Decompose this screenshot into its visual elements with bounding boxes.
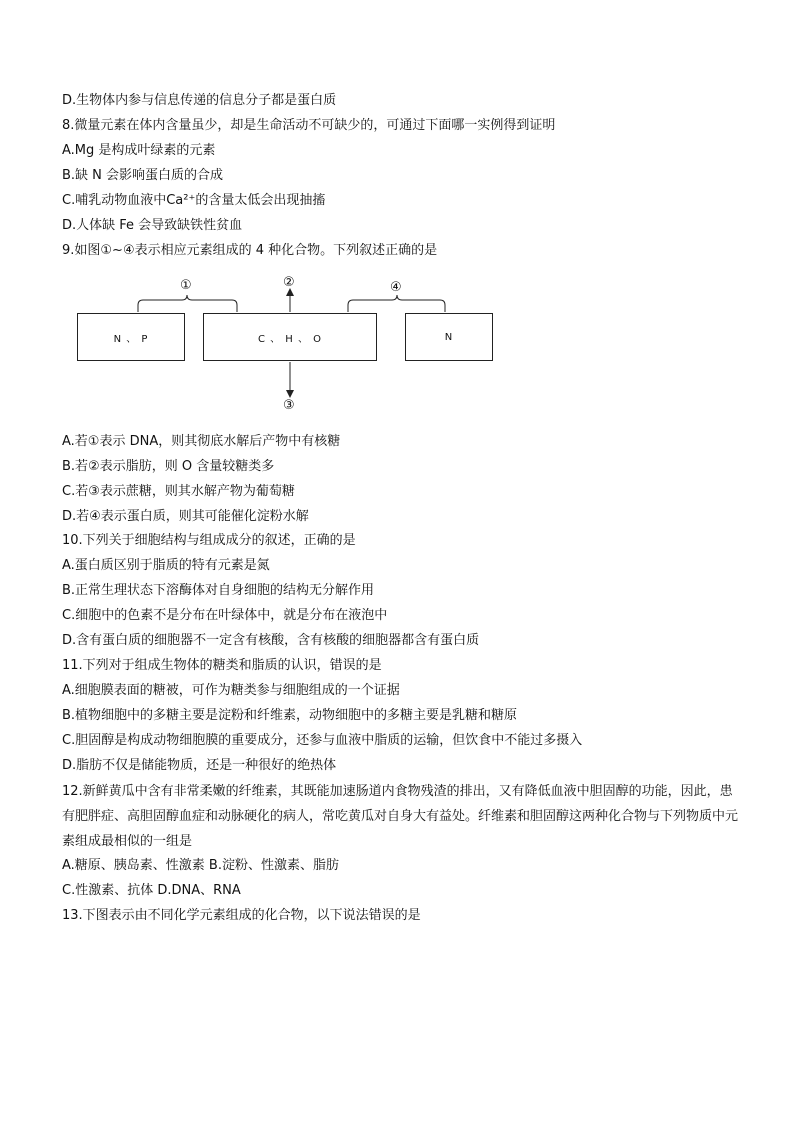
q8-stem: 8.微量元素在体内含量虽少，却是生命活动不可缺少的，可通过下面哪一实例得到证明 [62,118,556,133]
q8-option-a: A.Mg 是构成叶绿素的元素 [62,143,216,158]
q11-option-d: D.脂肪不仅是储能物质，还是一种很好的绝热体 [62,758,337,773]
q12-options-cd: C.性激素、抗体 D.DNA、RNA [62,883,241,898]
q8-option-d: D.人体缺 Fe 会导致缺铁性贫血 [62,218,243,233]
q12-stem: 12.新鲜黄瓜中含有非常柔嫩的纤维素，其既能加速肠道内食物残渣的排出，又有降低血液中胆固醇的功能，因此，患有肥胖症、高胆固醇血症和动脉硬化的病人，常吃黄瓜对自身大有益处。纤维素和胆固醇这两种化合物与下列物质中元素组成最相似的一组是 [62,784,739,849]
q11-stem: 11.下列对于组成生物体的糖类和脂质的认识，错误的是 [62,658,382,673]
q11-option-c: C.胆固醇是构成动物细胞膜的重要成分，还参与血液中脂质的运输，但饮食中不能过多摄入 [62,733,583,748]
q10-option-d: D.含有蛋白质的细胞器不一定含有核酸，含有核酸的细胞器都含有蛋白质 [62,633,480,648]
q10-stem: 10.下列关于细胞结构与组成成分的叙述，正确的是 [62,533,356,548]
label-3: ③ [283,398,295,413]
box-c-h-o: C 、 H 、 O [203,313,377,361]
box-n-p: N 、 P [77,313,185,361]
q9-option-a: A.若①表示 DNA，则其彻底水解后产物中有核糖 [62,434,341,449]
box-n: N [405,313,493,361]
q7-option-d: D.生物体内参与信息传递的信息分子都是蛋白质 [62,93,337,108]
q12-options-ab: A.糖原、胰岛素、性激素 B.淀粉、性激素、脂肪 [62,858,339,873]
q13-stem: 13.下图表示由不同化学元素组成的化合物，以下说法错误的是 [62,908,421,923]
q9-element-diagram [0,272,794,422]
q11-option-a: A.细胞膜表面的糖被，可作为糖类参与细胞组成的一个证据 [62,683,400,698]
q9-option-b: B.若②表示脂肪，则 O 含量较糖类多 [62,459,275,474]
q8-option-c: C.哺乳动物血液中Ca²⁺的含量太低会出现抽搐 [62,193,326,208]
q11-option-b: B.植物细胞中的多糖主要是淀粉和纤维素，动物细胞中的多糖主要是乳糖和糖原 [62,708,518,723]
q9-stem: 9.如图①~④表示相应元素组成的 4 种化合物。下列叙述正确的是 [62,243,438,258]
label-1: ① [180,278,192,293]
q10-option-b: B.正常生理状态下溶酶体对自身细胞的结构无分解作用 [62,583,375,598]
label-4: ④ [390,280,402,295]
q9-option-d: D.若④表示蛋白质，则其可能催化淀粉水解 [62,509,309,524]
q8-option-b: B.缺 N 会影响蛋白质的合成 [62,168,224,183]
label-2: ② [283,275,295,290]
q9-option-c: C.若③表示蔗糖，则其水解产物为葡萄糖 [62,484,295,499]
q10-option-a: A.蛋白质区别于脂质的特有元素是氮 [62,558,270,573]
q10-option-c: C.细胞中的色素不是分布在叶绿体中，就是分布在液泡中 [62,608,388,623]
